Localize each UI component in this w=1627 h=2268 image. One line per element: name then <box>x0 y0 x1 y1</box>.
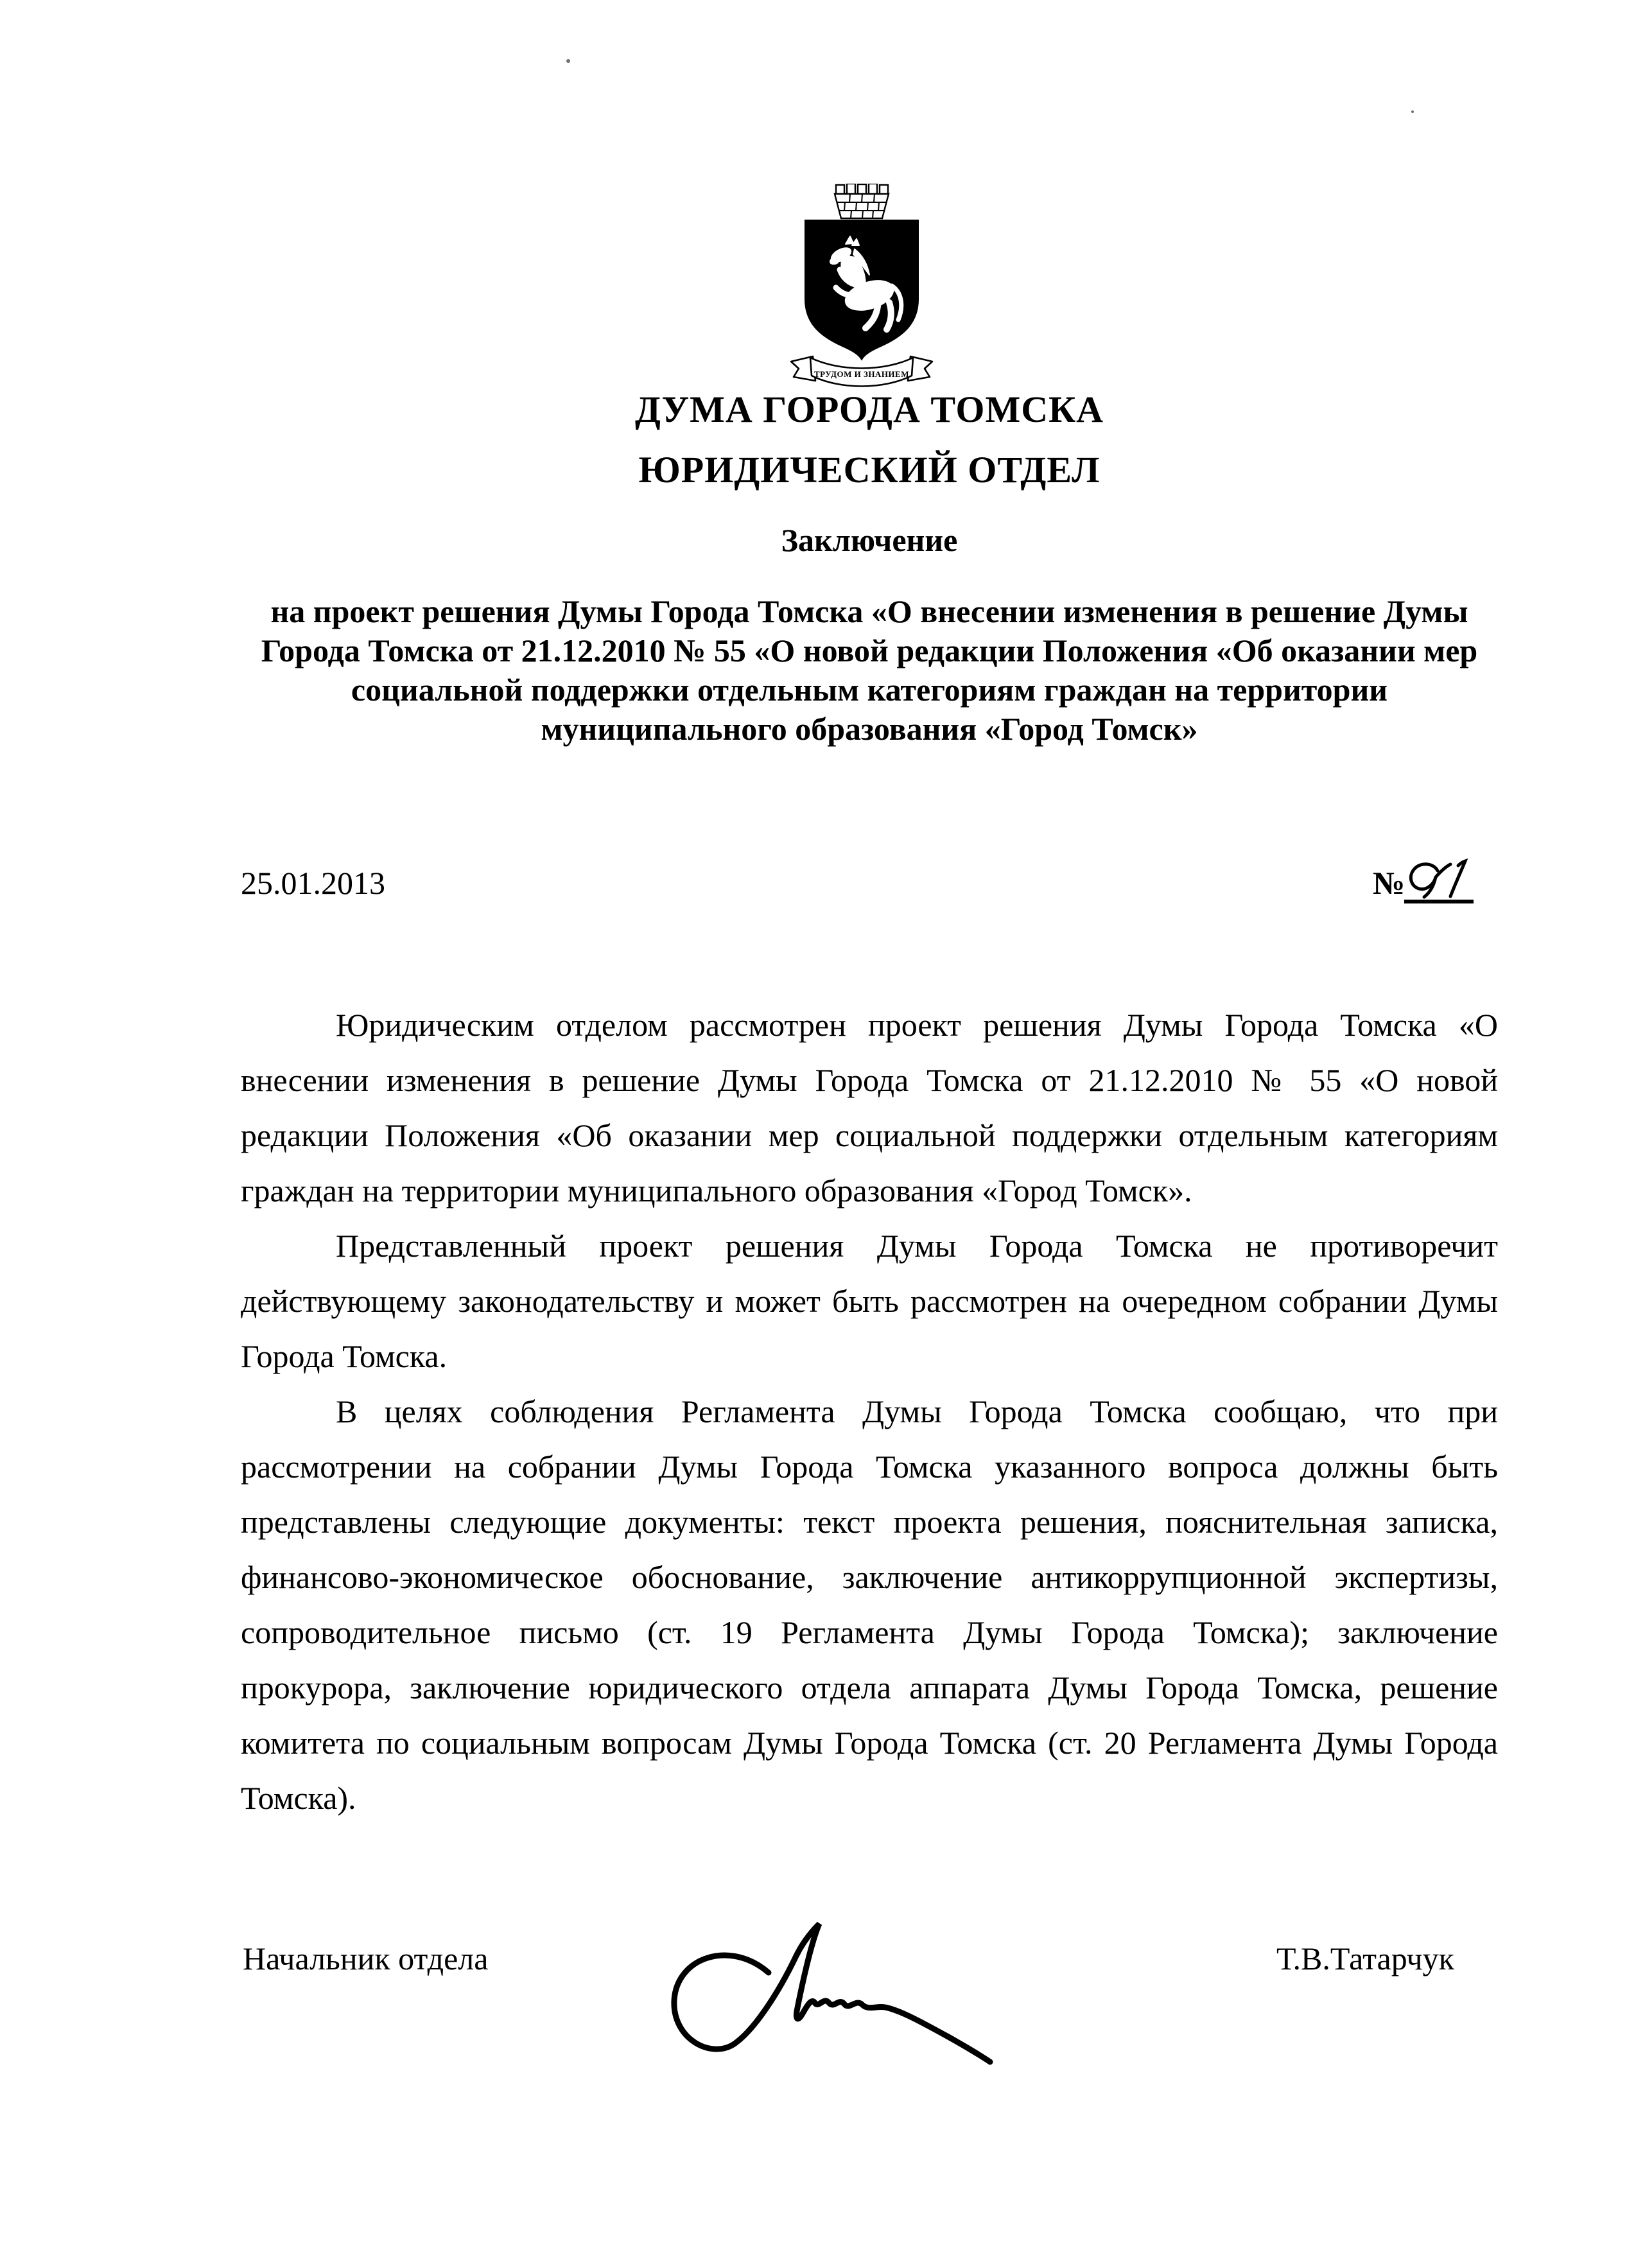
document-subject <box>241 592 1498 749</box>
paragraph <box>241 997 1498 1218</box>
subject-line: на проект решения Думы Города Томска «О внесении изменения в решение Думы <box>270 593 1468 629</box>
organization-title: ДУМА ГОРОДА ТОМСКА <box>634 388 1104 430</box>
body-line: сопроводительное письмо (ст. 19 Регламента Думы Города Томска); заключение <box>241 1614 1498 1650</box>
body-line: внесении изменения в решение Думы Города Томска от 21.12.2010 № 55 «О новой <box>241 1062 1498 1098</box>
body-line: Представленный проект решения Думы Города Томска не противоречит <box>336 1228 1498 1264</box>
body-line: Города Томска. <box>241 1338 448 1374</box>
body-line: редакции Положения «Об оказании мер социальной поддержки отдельным категориям <box>241 1117 1498 1153</box>
motto-ribbon-icon <box>788 353 935 391</box>
body-line: действующему законодательству и может быть рассмотрен на очередном собрании Думы <box>241 1283 1498 1319</box>
mural-crown-icon <box>832 184 891 220</box>
scan-speck <box>566 59 570 63</box>
signature-scribble <box>650 1914 1009 2087</box>
body-line: представлены следующие документы: текст проекта решения, пояснительная записка, <box>241 1504 1498 1540</box>
body-line: Юридическим отделом рассмотрен проект решения Думы Города Томска «О <box>336 1007 1498 1043</box>
subject-line: социальной поддержки отдельным категориям граждан на территории <box>351 672 1388 708</box>
body-line: Томска). <box>241 1780 356 1816</box>
body-line: В целях соблюдения Регламента Думы Города Томска сообщаю, что при <box>336 1393 1498 1429</box>
department-title: ЮРИДИЧЕСКИЙ ОТДЕЛ <box>638 449 1101 491</box>
signer-name: Т.В.Татарчук <box>1276 1941 1454 1976</box>
motto-text: ТРУДОМ И ЗНАНИЕМ <box>814 369 909 379</box>
tomsk-shield-icon <box>801 217 923 362</box>
document-date: 25.01.2013 <box>241 865 385 901</box>
scan-speck <box>1411 110 1414 113</box>
paragraph <box>241 1384 1498 1826</box>
document-type-title: Заключение <box>781 522 958 558</box>
body-line: комитета по социальным вопросам Думы Города Томска (ст. 20 Регламента Думы Города <box>241 1725 1498 1761</box>
subject-line: Города Томска от 21.12.2010 № 55 «О новой редакции Положения «Об оказании мер <box>261 632 1478 668</box>
subject-line: муниципального образования «Город Томск» <box>541 711 1198 747</box>
paragraph <box>241 1218 1498 1384</box>
number-sign: № <box>1373 865 1405 901</box>
document-body <box>241 997 1498 1826</box>
body-line: финансово-экономическое обоснование, заключение антикоррупционной экспертизы, <box>241 1559 1498 1595</box>
signer-position: Начальник отдела <box>243 1941 489 1976</box>
body-line: рассмотрении на собрании Думы Города Томска указанного вопроса должны быть <box>241 1449 1498 1485</box>
number-handwritten-scribble <box>1402 857 1476 907</box>
body-line: граждан на территории муниципального образования «Город Томск». <box>241 1173 1192 1208</box>
body-line: прокурора, заключение юридического отдела аппарата Думы Города Томска, решение <box>241 1670 1498 1705</box>
